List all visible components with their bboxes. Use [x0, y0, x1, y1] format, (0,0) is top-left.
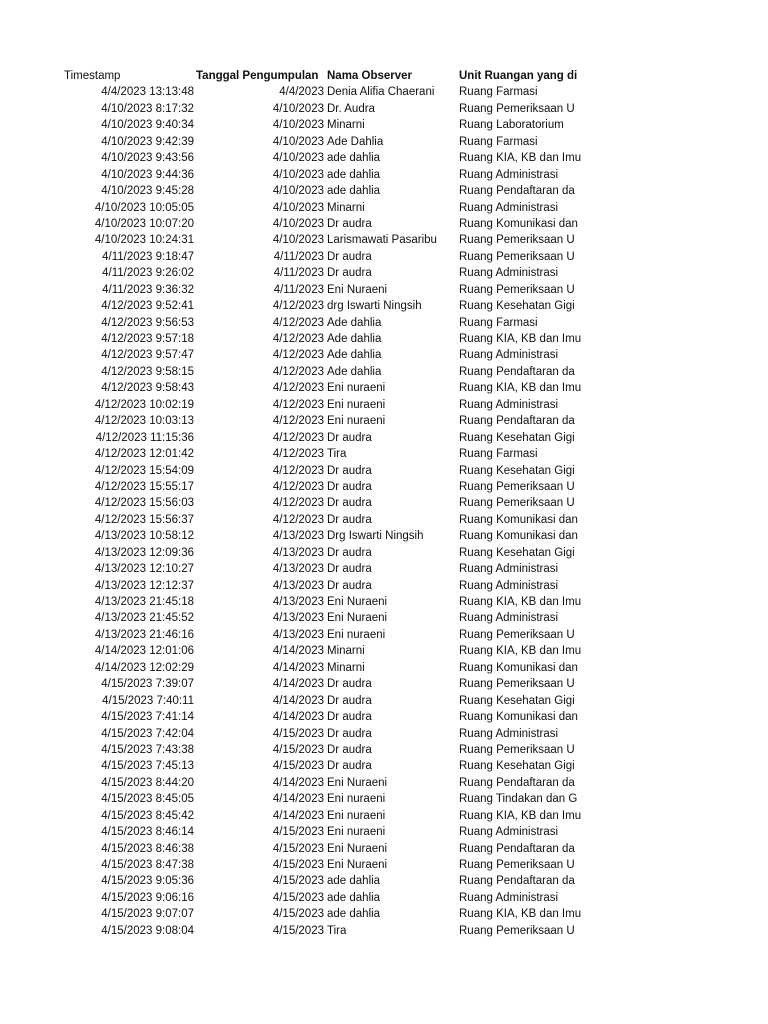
table-row — [0, 249, 768, 265]
cell-unit-ruangan: Ruang KIA, KB dan Imu — [459, 333, 582, 345]
cell-unit-ruangan: Ruang Administrasi — [459, 398, 559, 411]
cell-unit-ruangan: Ruang Administrasi — [459, 201, 559, 214]
table-row — [0, 758, 768, 774]
cell-timestamp: 4/11/2023 9:26:02 — [102, 267, 194, 280]
cell-tanggal: 4/11/2023 — [273, 283, 324, 296]
cell-nama-observer: Minarni — [327, 119, 365, 132]
cell-tanggal: 4/10/2023 — [272, 119, 324, 132]
cell-timestamp: 4/13/2023 12:09:36 — [94, 546, 194, 559]
cell-unit-ruangan: Ruang Farmasi — [459, 448, 538, 461]
cell-nama-observer: ade dahlia — [327, 168, 381, 181]
cell-nama-observer: Dr audra — [327, 563, 372, 576]
table-row — [0, 873, 768, 889]
cell-tanggal: 4/13/2023 — [272, 628, 324, 641]
cell-unit-ruangan: Ruang Komunikasi dan — [459, 711, 578, 724]
cell-timestamp: 4/13/2023 10:58:12 — [94, 530, 194, 543]
cell-unit-ruangan: Ruang Pemeriksaan U — [459, 497, 575, 510]
cell-unit-ruangan: Ruang Farmasi — [459, 86, 538, 99]
table-row — [0, 528, 768, 544]
cell-unit-ruangan: Ruang Pendaftaran da — [459, 776, 575, 789]
cell-nama-observer: Dr audra — [327, 431, 372, 444]
cell-timestamp: 4/12/2023 10:02:19 — [94, 398, 194, 411]
table-row — [0, 709, 768, 725]
cell-timestamp: 4/12/2023 11:15:36 — [95, 431, 194, 444]
cell-timestamp: 4/15/2023 7:40:11 — [102, 694, 194, 707]
cell-tanggal: 4/12/2023 — [272, 448, 324, 461]
cell-timestamp: 4/15/2023 7:42:04 — [101, 727, 194, 740]
table-row — [0, 578, 768, 594]
table-row — [0, 841, 768, 857]
cell-nama-observer: ade dahlia — [327, 875, 381, 888]
table-row — [0, 923, 768, 939]
cell-nama-observer: Minarni — [327, 201, 365, 214]
cell-unit-ruangan: Ruang Pemeriksaan U — [459, 924, 575, 937]
cell-timestamp: 4/11/2023 9:18:47 — [102, 250, 194, 263]
cell-tanggal: 4/12/2023 — [272, 349, 324, 362]
table-row — [0, 446, 768, 462]
cell-nama-observer: Ade dahlia — [327, 333, 382, 345]
table-row — [0, 545, 768, 561]
cell-tanggal: 4/15/2023 — [272, 727, 324, 740]
cell-timestamp: 4/12/2023 12:01:42 — [94, 448, 194, 461]
cell-tanggal: 4/14/2023 — [272, 809, 324, 822]
cell-tanggal: 4/14/2023 — [272, 645, 324, 658]
cell-unit-ruangan: Ruang Tindakan dan G — [459, 793, 578, 806]
cell-nama-observer: Ade dahlia — [327, 365, 382, 378]
cell-timestamp: 4/15/2023 8:46:38 — [101, 842, 194, 855]
cell-timestamp: 4/10/2023 9:45:28 — [101, 185, 194, 198]
cell-unit-ruangan: Ruang Pemeriksaan U — [459, 102, 575, 115]
cell-tanggal: 4/10/2023 — [272, 185, 324, 198]
cell-nama-observer: Tira — [327, 448, 347, 461]
cell-tanggal: 4/10/2023 — [272, 152, 324, 165]
cell-unit-ruangan: Ruang Kesehatan Gigi — [459, 546, 575, 559]
cell-nama-observer: Dr audra — [327, 497, 372, 510]
cell-timestamp: 4/13/2023 21:46:16 — [94, 628, 194, 641]
cell-nama-observer: Dr audra — [327, 579, 372, 592]
table-row — [0, 298, 768, 314]
header-nama-observer: Nama Observer — [327, 70, 413, 82]
cell-timestamp: 4/15/2023 8:45:05 — [101, 793, 194, 806]
cell-nama-observer: Eni nuraeni — [327, 628, 386, 641]
table-row — [0, 890, 768, 906]
cell-nama-observer: Eni nuraeni — [327, 826, 386, 839]
cell-tanggal: 4/15/2023 — [272, 908, 324, 921]
table-row — [0, 775, 768, 791]
table-row — [0, 183, 768, 199]
table-row — [0, 347, 768, 363]
table-row — [0, 200, 768, 216]
table-row — [0, 282, 768, 298]
cell-unit-ruangan: Ruang Pemeriksaan U — [459, 250, 575, 263]
table-row — [0, 791, 768, 807]
cell-tanggal: 4/10/2023 — [272, 168, 324, 181]
cell-nama-observer: Dr audra — [327, 217, 372, 230]
cell-tanggal: 4/15/2023 — [272, 760, 324, 773]
cell-tanggal: 4/15/2023 — [272, 826, 324, 839]
cell-unit-ruangan: Ruang Komunikasi dan — [459, 217, 578, 230]
table-row — [0, 331, 768, 347]
cell-tanggal: 4/10/2023 — [272, 135, 324, 148]
cell-nama-observer: Eni Nuraeni — [327, 776, 388, 789]
cell-timestamp: 4/13/2023 21:45:18 — [94, 596, 194, 608]
cell-tanggal: 4/10/2023 — [272, 102, 324, 115]
cell-nama-observer: Eni Nuraeni — [327, 596, 388, 608]
cell-timestamp: 4/13/2023 21:45:52 — [94, 612, 194, 625]
cell-nama-observer: Eni Nuraeni — [327, 842, 388, 855]
cell-timestamp: 4/12/2023 9:56:53 — [101, 316, 194, 329]
cell-tanggal: 4/14/2023 — [272, 678, 324, 691]
cell-tanggal: 4/15/2023 — [272, 743, 324, 756]
cell-unit-ruangan: Ruang Pendaftaran da — [459, 842, 575, 855]
cell-tanggal: 4/15/2023 — [272, 842, 324, 855]
table-row — [0, 216, 768, 232]
cell-tanggal: 4/12/2023 — [272, 365, 324, 378]
cell-tanggal: 4/10/2023 — [272, 217, 324, 230]
cell-tanggal: 4/15/2023 — [272, 891, 324, 904]
table-row — [0, 430, 768, 446]
table-row — [0, 495, 768, 511]
cell-tanggal: 4/12/2023 — [272, 333, 324, 345]
table-body — [0, 84, 768, 939]
cell-unit-ruangan: Ruang Kesehatan Gigi — [459, 760, 575, 773]
cell-timestamp: 4/15/2023 7:41:14 — [101, 711, 194, 724]
cell-unit-ruangan: Ruang Kesehatan Gigi — [459, 300, 575, 313]
cell-tanggal: 4/10/2023 — [272, 201, 324, 214]
cell-nama-observer: Eni Nuraeni — [327, 283, 388, 296]
cell-unit-ruangan: Ruang Administrasi — [459, 727, 559, 740]
cell-tanggal: 4/14/2023 — [272, 711, 324, 724]
cell-nama-observer: Dr audra — [327, 760, 372, 773]
table-row — [0, 413, 768, 429]
cell-unit-ruangan: Ruang Komunikasi dan — [459, 661, 578, 674]
cell-timestamp: 4/12/2023 9:57:47 — [101, 349, 194, 362]
cell-nama-observer: Dr audra — [327, 513, 372, 526]
cell-timestamp: 4/12/2023 9:57:18 — [101, 333, 194, 345]
cell-timestamp: 4/12/2023 9:58:43 — [101, 382, 194, 395]
cell-tanggal: 4/11/2023 — [273, 267, 324, 280]
cell-tanggal: 4/12/2023 — [272, 497, 324, 510]
cell-nama-observer: drg Iswarti Ningsih — [327, 300, 422, 313]
cell-timestamp: 4/15/2023 8:44:20 — [101, 776, 194, 789]
table-row — [0, 857, 768, 873]
cell-nama-observer: Dr audra — [327, 678, 372, 691]
cell-nama-observer: Dr audra — [327, 727, 372, 740]
cell-unit-ruangan: Ruang Pemeriksaan U — [459, 678, 575, 691]
cell-tanggal: 4/15/2023 — [272, 924, 324, 937]
table-row — [0, 594, 768, 610]
cell-timestamp: 4/14/2023 12:02:29 — [94, 661, 194, 674]
cell-unit-ruangan: Ruang KIA, KB dan Imu — [459, 645, 582, 658]
cell-tanggal: 4/15/2023 — [272, 859, 324, 871]
cell-timestamp: 4/10/2023 10:05:05 — [94, 201, 194, 214]
table-row — [0, 380, 768, 396]
table-row — [0, 808, 768, 824]
cell-nama-observer: Tira — [327, 924, 347, 937]
cell-nama-observer: Ade dahlia — [327, 349, 382, 362]
table-row — [0, 134, 768, 150]
cell-unit-ruangan: Ruang Administrasi — [459, 579, 559, 592]
header-tanggal-pengumpulan: Tanggal Pengumpulan — [196, 70, 319, 82]
cell-unit-ruangan: Ruang Kesehatan Gigi — [459, 464, 575, 477]
cell-unit-ruangan: Ruang KIA, KB dan Imu — [459, 908, 582, 921]
table-row — [0, 463, 768, 479]
cell-nama-observer: Eni nuraeni — [327, 793, 386, 806]
cell-unit-ruangan: Ruang Farmasi — [459, 316, 538, 329]
cell-unit-ruangan: Ruang Administrasi — [459, 267, 559, 280]
cell-unit-ruangan: Ruang Administrasi — [459, 563, 559, 576]
cell-nama-observer: Minarni — [327, 661, 365, 674]
cell-unit-ruangan: Ruang KIA, KB dan Imu — [459, 152, 582, 165]
cell-timestamp: 4/10/2023 10:24:31 — [94, 234, 194, 247]
cell-unit-ruangan: Ruang Farmasi — [459, 135, 538, 148]
cell-timestamp: 4/15/2023 7:43:38 — [101, 743, 194, 756]
cell-timestamp: 4/15/2023 9:05:36 — [101, 875, 194, 888]
cell-nama-observer: ade dahlia — [327, 891, 381, 904]
cell-tanggal: 4/12/2023 — [272, 415, 324, 428]
cell-unit-ruangan: Ruang KIA, KB dan Imu — [459, 596, 582, 608]
cell-timestamp: 4/12/2023 15:56:03 — [94, 497, 194, 510]
table-row — [0, 117, 768, 133]
cell-tanggal: 4/10/2023 — [272, 234, 324, 247]
cell-unit-ruangan: Ruang Pendaftaran da — [459, 365, 575, 378]
header-row — [0, 68, 768, 84]
table-row — [0, 742, 768, 758]
cell-nama-observer: ade dahlia — [327, 908, 381, 921]
cell-nama-observer: Ade Dahlia — [327, 135, 384, 148]
cell-tanggal: 4/12/2023 — [272, 464, 324, 477]
cell-nama-observer: Dr audra — [327, 250, 372, 263]
cell-tanggal: 4/12/2023 — [272, 480, 324, 493]
cell-nama-observer: Drg Iswarti Ningsih — [327, 530, 424, 543]
cell-nama-observer: Eni nuraeni — [327, 809, 386, 822]
table-row — [0, 167, 768, 183]
cell-timestamp: 4/12/2023 15:54:09 — [94, 464, 194, 477]
cell-unit-ruangan: Ruang Komunikasi dan — [459, 530, 578, 543]
cell-timestamp: 4/11/2023 9:36:32 — [102, 283, 194, 296]
cell-unit-ruangan: Ruang Pemeriksaan U — [459, 283, 575, 296]
table-row — [0, 315, 768, 331]
cell-nama-observer: Dr. Audra — [327, 102, 375, 115]
cell-tanggal: 4/12/2023 — [272, 300, 324, 313]
table-row — [0, 397, 768, 413]
cell-unit-ruangan: Ruang Pemeriksaan U — [459, 234, 575, 247]
cell-timestamp: 4/4/2023 13:13:48 — [101, 86, 194, 99]
table-row — [0, 101, 768, 117]
cell-unit-ruangan: Ruang Administrasi — [459, 612, 559, 625]
cell-timestamp: 4/12/2023 15:55:17 — [94, 480, 194, 493]
cell-tanggal: 4/11/2023 — [273, 250, 324, 263]
cell-timestamp: 4/15/2023 8:46:14 — [101, 826, 194, 839]
table-row — [0, 726, 768, 742]
cell-nama-observer: Eni nuraeni — [327, 415, 386, 428]
cell-tanggal: 4/13/2023 — [272, 546, 324, 559]
table-row — [0, 693, 768, 709]
cell-tanggal: 4/13/2023 — [272, 563, 324, 576]
cell-timestamp: 4/12/2023 9:52:41 — [101, 300, 194, 313]
table-row — [0, 906, 768, 922]
cell-tanggal: 4/4/2023 — [279, 86, 324, 99]
cell-tanggal: 4/12/2023 — [272, 382, 324, 395]
cell-unit-ruangan: Ruang Pendaftaran da — [459, 875, 575, 888]
cell-tanggal: 4/15/2023 — [272, 875, 324, 888]
cell-unit-ruangan: Ruang Administrasi — [459, 826, 559, 839]
cell-timestamp: 4/15/2023 8:47:38 — [101, 859, 194, 871]
cell-timestamp: 4/15/2023 9:07:07 — [101, 908, 194, 921]
cell-unit-ruangan: Ruang Administrasi — [459, 168, 559, 181]
table-row — [0, 643, 768, 659]
cell-unit-ruangan: Ruang Pendaftaran da — [459, 185, 575, 198]
table-row — [0, 824, 768, 840]
cell-unit-ruangan: Ruang Pendaftaran da — [459, 415, 575, 428]
cell-nama-observer: Dr audra — [327, 743, 372, 756]
cell-tanggal: 4/14/2023 — [272, 776, 324, 789]
cell-nama-observer: ade dahlia — [327, 185, 381, 198]
cell-unit-ruangan: Ruang KIA, KB dan Imu — [459, 382, 582, 395]
cell-timestamp: 4/10/2023 9:43:56 — [101, 152, 194, 165]
cell-nama-observer: Dr audra — [327, 480, 372, 493]
table-row — [0, 150, 768, 166]
cell-tanggal: 4/12/2023 — [272, 316, 324, 329]
cell-unit-ruangan: Ruang Pemeriksaan U — [459, 480, 575, 493]
table-row — [0, 84, 768, 100]
header-timestamp: Timestamp — [64, 70, 121, 82]
cell-timestamp: 4/15/2023 7:45:13 — [101, 760, 194, 773]
table-row — [0, 512, 768, 528]
cell-tanggal: 4/13/2023 — [272, 612, 324, 625]
cell-nama-observer: Denia Alifia Chaerani — [327, 86, 435, 99]
cell-timestamp: 4/10/2023 9:44:36 — [101, 168, 194, 181]
cell-unit-ruangan: Ruang Kesehatan Gigi — [459, 431, 575, 444]
table-row — [0, 610, 768, 626]
header-unit-ruangan: Unit Ruangan yang di — [459, 70, 578, 82]
cell-unit-ruangan: Ruang KIA, KB dan Imu — [459, 809, 582, 822]
table-row — [0, 364, 768, 380]
cell-timestamp: 4/12/2023 15:56:37 — [94, 513, 194, 526]
table-row — [0, 676, 768, 692]
table-row — [0, 232, 768, 248]
cell-timestamp: 4/14/2023 12:01:06 — [94, 645, 194, 658]
cell-nama-observer: Eni nuraeni — [327, 398, 386, 411]
table-row — [0, 479, 768, 495]
cell-unit-ruangan: Ruang Kesehatan Gigi — [459, 694, 575, 707]
cell-timestamp: 4/13/2023 12:10:27 — [94, 563, 194, 576]
cell-nama-observer: Dr audra — [327, 694, 372, 707]
cell-nama-observer: Eni nuraeni — [327, 382, 386, 395]
cell-unit-ruangan: Ruang Pemeriksaan U — [459, 743, 575, 756]
cell-unit-ruangan: Ruang Komunikasi dan — [459, 513, 578, 526]
cell-nama-observer: Dr audra — [327, 546, 372, 559]
table-row — [0, 561, 768, 577]
cell-tanggal: 4/13/2023 — [272, 579, 324, 592]
cell-timestamp: 4/15/2023 8:45:42 — [101, 809, 194, 822]
cell-nama-observer: Minarni — [327, 645, 365, 658]
cell-timestamp: 4/12/2023 9:58:15 — [101, 365, 194, 378]
cell-unit-ruangan: Ruang Laboratorium — [459, 119, 564, 132]
cell-tanggal: 4/12/2023 — [272, 513, 324, 526]
cell-timestamp: 4/12/2023 10:03:13 — [94, 415, 194, 428]
cell-nama-observer: Larismawati Pasaribu — [327, 234, 437, 247]
cell-timestamp: 4/15/2023 9:08:04 — [101, 924, 194, 937]
cell-unit-ruangan: Ruang Pemeriksaan U — [459, 859, 575, 871]
cell-tanggal: 4/14/2023 — [272, 694, 324, 707]
cell-timestamp: 4/10/2023 9:40:34 — [101, 119, 194, 132]
cell-tanggal: 4/12/2023 — [272, 431, 324, 444]
cell-tanggal: 4/13/2023 — [272, 530, 324, 543]
cell-nama-observer: Dr audra — [327, 267, 372, 280]
cell-nama-observer: Eni Nuraeni — [327, 859, 388, 871]
cell-unit-ruangan: Ruang Administrasi — [459, 349, 559, 362]
cell-timestamp: 4/15/2023 9:06:16 — [101, 891, 194, 904]
cell-tanggal: 4/12/2023 — [272, 398, 324, 411]
spreadsheet-table — [0, 68, 768, 939]
table-row — [0, 265, 768, 281]
cell-timestamp: 4/15/2023 7:39:07 — [101, 678, 194, 691]
cell-nama-observer: Ade dahlia — [327, 316, 382, 329]
cell-nama-observer: ade dahlia — [327, 152, 381, 165]
cell-unit-ruangan: Ruang Administrasi — [459, 891, 559, 904]
cell-timestamp: 4/10/2023 9:42:39 — [101, 135, 194, 148]
cell-tanggal: 4/14/2023 — [272, 793, 324, 806]
cell-tanggal: 4/13/2023 — [272, 596, 324, 608]
table-row — [0, 660, 768, 676]
cell-timestamp: 4/13/2023 12:12:37 — [94, 579, 194, 592]
cell-nama-observer: Dr audra — [327, 464, 372, 477]
cell-timestamp: 4/10/2023 8:17:32 — [101, 102, 194, 115]
table-row — [0, 627, 768, 643]
cell-unit-ruangan: Ruang Pemeriksaan U — [459, 628, 575, 641]
cell-nama-observer: Dr audra — [327, 711, 372, 724]
cell-timestamp: 4/10/2023 10:07:20 — [94, 217, 194, 230]
cell-nama-observer: Eni Nuraeni — [327, 612, 388, 625]
cell-tanggal: 4/14/2023 — [272, 661, 324, 674]
